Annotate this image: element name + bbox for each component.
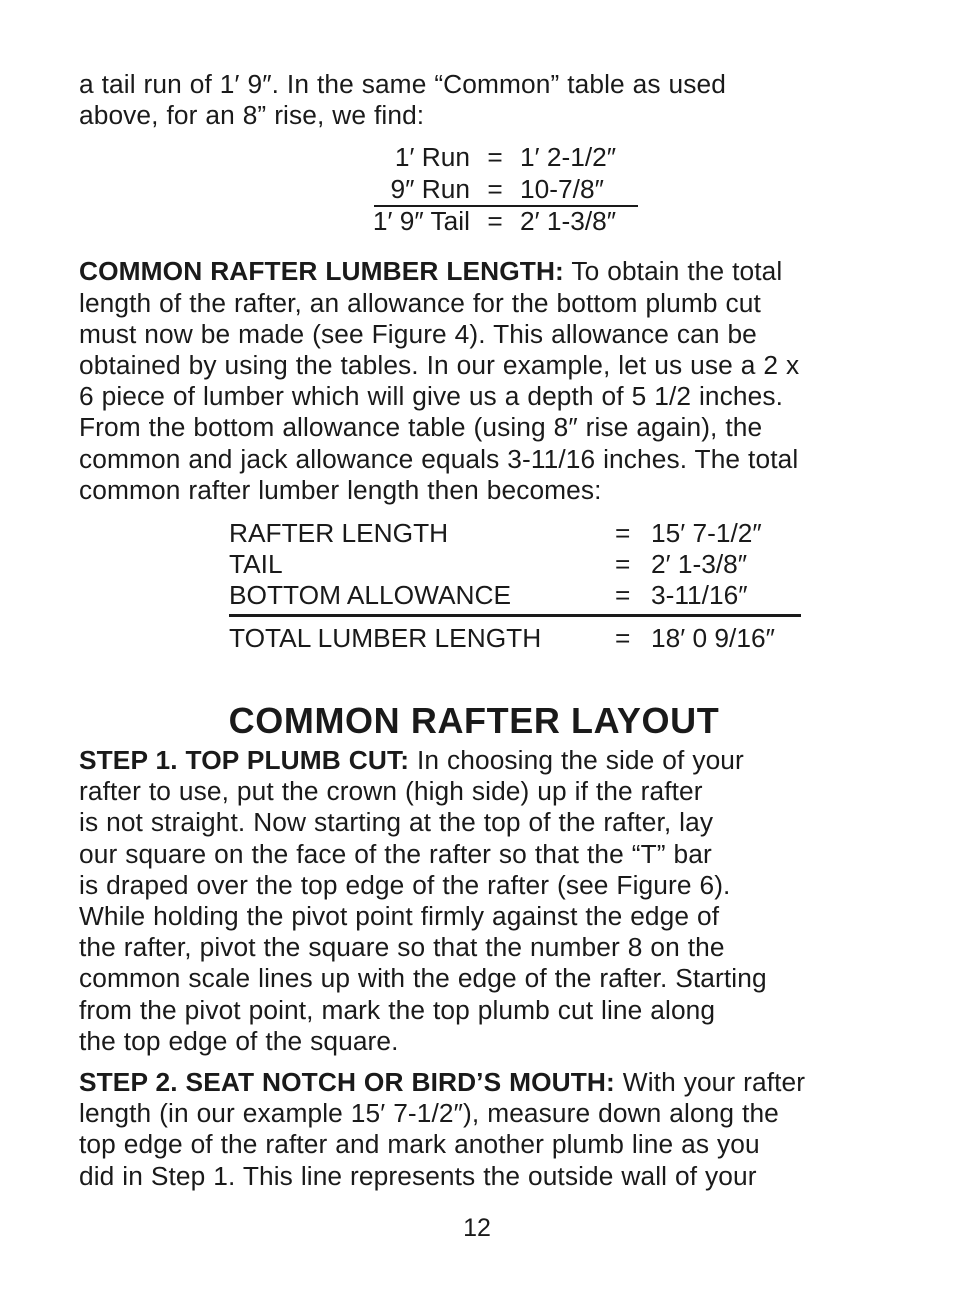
calc-value: 3-11/16″ bbox=[651, 580, 748, 611]
calc-row bbox=[79, 173, 899, 205]
calc-equals: = bbox=[487, 142, 503, 173]
paragraph-line: length of the rafter, an allowance for the bottom plumb cut bbox=[79, 287, 761, 318]
paragraph-heading: STEP 2. SEAT NOTCH OR BIRD’S MOUTH: bbox=[79, 1067, 615, 1098]
paragraph-line: With your rafter bbox=[614, 1067, 806, 1098]
calc-equals: = bbox=[615, 518, 631, 549]
calc-row-total bbox=[79, 205, 899, 237]
calc-row bbox=[79, 141, 899, 173]
calc-equals: = bbox=[615, 623, 631, 654]
calc-row bbox=[229, 580, 801, 611]
step2-paragraph bbox=[79, 1067, 899, 1192]
calc-value: 2′ 1-3/8″ bbox=[651, 549, 748, 580]
calc-label: RAFTER LENGTH bbox=[229, 518, 449, 549]
calc-left: 1′ Run bbox=[394, 142, 470, 173]
calc-label: TOTAL LUMBER LENGTH bbox=[229, 623, 542, 654]
paragraph-line: is draped over the top edge of the rafter (see Figure 6). bbox=[79, 869, 731, 900]
calc-row bbox=[229, 518, 801, 549]
paragraph-line: common and jack allowance equals 3-11/16 inches. The total bbox=[79, 443, 799, 474]
calc-right: 2′ 1-3/8″ bbox=[520, 206, 617, 237]
calc-equals: = bbox=[615, 580, 631, 611]
calc-value: 18′ 0 9/16″ bbox=[651, 623, 775, 654]
paragraph-line: from the pivot point, mark the top plumb cut line along bbox=[79, 994, 716, 1025]
paragraph-line: the rafter, pivot the square so that the number 8 on the bbox=[79, 932, 725, 963]
paragraph-line: While holding the pivot point firmly against the edge of bbox=[79, 901, 720, 932]
tail-calculation bbox=[79, 141, 899, 237]
intro-line: a tail run of 1′ 9″. In the same “Common” table as used bbox=[79, 69, 726, 99]
paragraph-heading: STEP 1. TOP PLUMB CUT: bbox=[79, 745, 410, 776]
calc-label: TAIL bbox=[229, 549, 283, 580]
step1-paragraph bbox=[79, 745, 899, 1057]
calc-equals: = bbox=[487, 174, 503, 205]
paragraph-line: our square on the face of the rafter so that the “T” bar bbox=[79, 838, 712, 869]
paragraph-line: must now be made (see Figure 4). This allowance can be bbox=[79, 318, 757, 349]
paragraph-line: length (in our example 15′ 7-1/2″), measure down along the bbox=[79, 1098, 779, 1129]
intro-line: above, for an 8” rise, we find: bbox=[79, 100, 425, 131]
calc-row-total bbox=[229, 623, 801, 654]
calc-row bbox=[229, 549, 801, 580]
paragraph-line: To obtain the total bbox=[563, 256, 783, 287]
calc-value: 15′ 7-1/2″ bbox=[651, 518, 762, 549]
paragraph-heading: COMMON RAFTER LUMBER LENGTH: bbox=[79, 256, 564, 287]
paragraph-line: From the bottom allowance table (using 8″ rise again), the bbox=[79, 412, 763, 443]
paragraph-line: the top edge of the square. bbox=[79, 1025, 399, 1056]
calc-right: 10-7/8″ bbox=[520, 174, 604, 205]
paragraph-line: common scale lines up with the edge of the rafter. Starting bbox=[79, 963, 767, 994]
calc-label: BOTTOM ALLOWANCE bbox=[229, 580, 512, 611]
calc-left: 9″ Run bbox=[390, 174, 470, 205]
calc-equals: = bbox=[615, 549, 631, 580]
section-title: COMMON RAFTER LAYOUT bbox=[228, 700, 720, 742]
lumber-calculation bbox=[229, 518, 801, 654]
page-content bbox=[79, 69, 899, 1192]
paragraph-line: top edge of the rafter and mark another plumb line as you bbox=[79, 1129, 760, 1160]
paragraph-line: did in Step 1. This line represents the outside wall of your bbox=[79, 1160, 757, 1191]
sum-rule bbox=[374, 205, 638, 207]
page-number: 12 bbox=[463, 1214, 491, 1242]
calc-left: 1′ 9″ Tail bbox=[372, 206, 470, 237]
paragraph-line: In choosing the side of your bbox=[409, 745, 744, 776]
paragraph-line: common rafter lumber length then becomes: bbox=[79, 474, 602, 505]
paragraph-line: is not straight. Now starting at the top of the rafter, lay bbox=[79, 807, 714, 838]
sum-rule bbox=[229, 614, 801, 617]
paragraph-line: rafter to use, put the crown (high side) up if the rafter bbox=[79, 776, 703, 807]
paragraph-line: obtained by using the tables. In our example, let us use a 2 x bbox=[79, 350, 800, 381]
paragraph-line: 6 piece of lumber which will give us a depth of 5 1/2 inches. bbox=[79, 381, 784, 412]
calc-right: 1′ 2-1/2″ bbox=[520, 142, 617, 173]
intro-paragraph bbox=[79, 69, 899, 131]
lumber-length-paragraph bbox=[79, 256, 899, 506]
calc-equals: = bbox=[487, 206, 503, 237]
